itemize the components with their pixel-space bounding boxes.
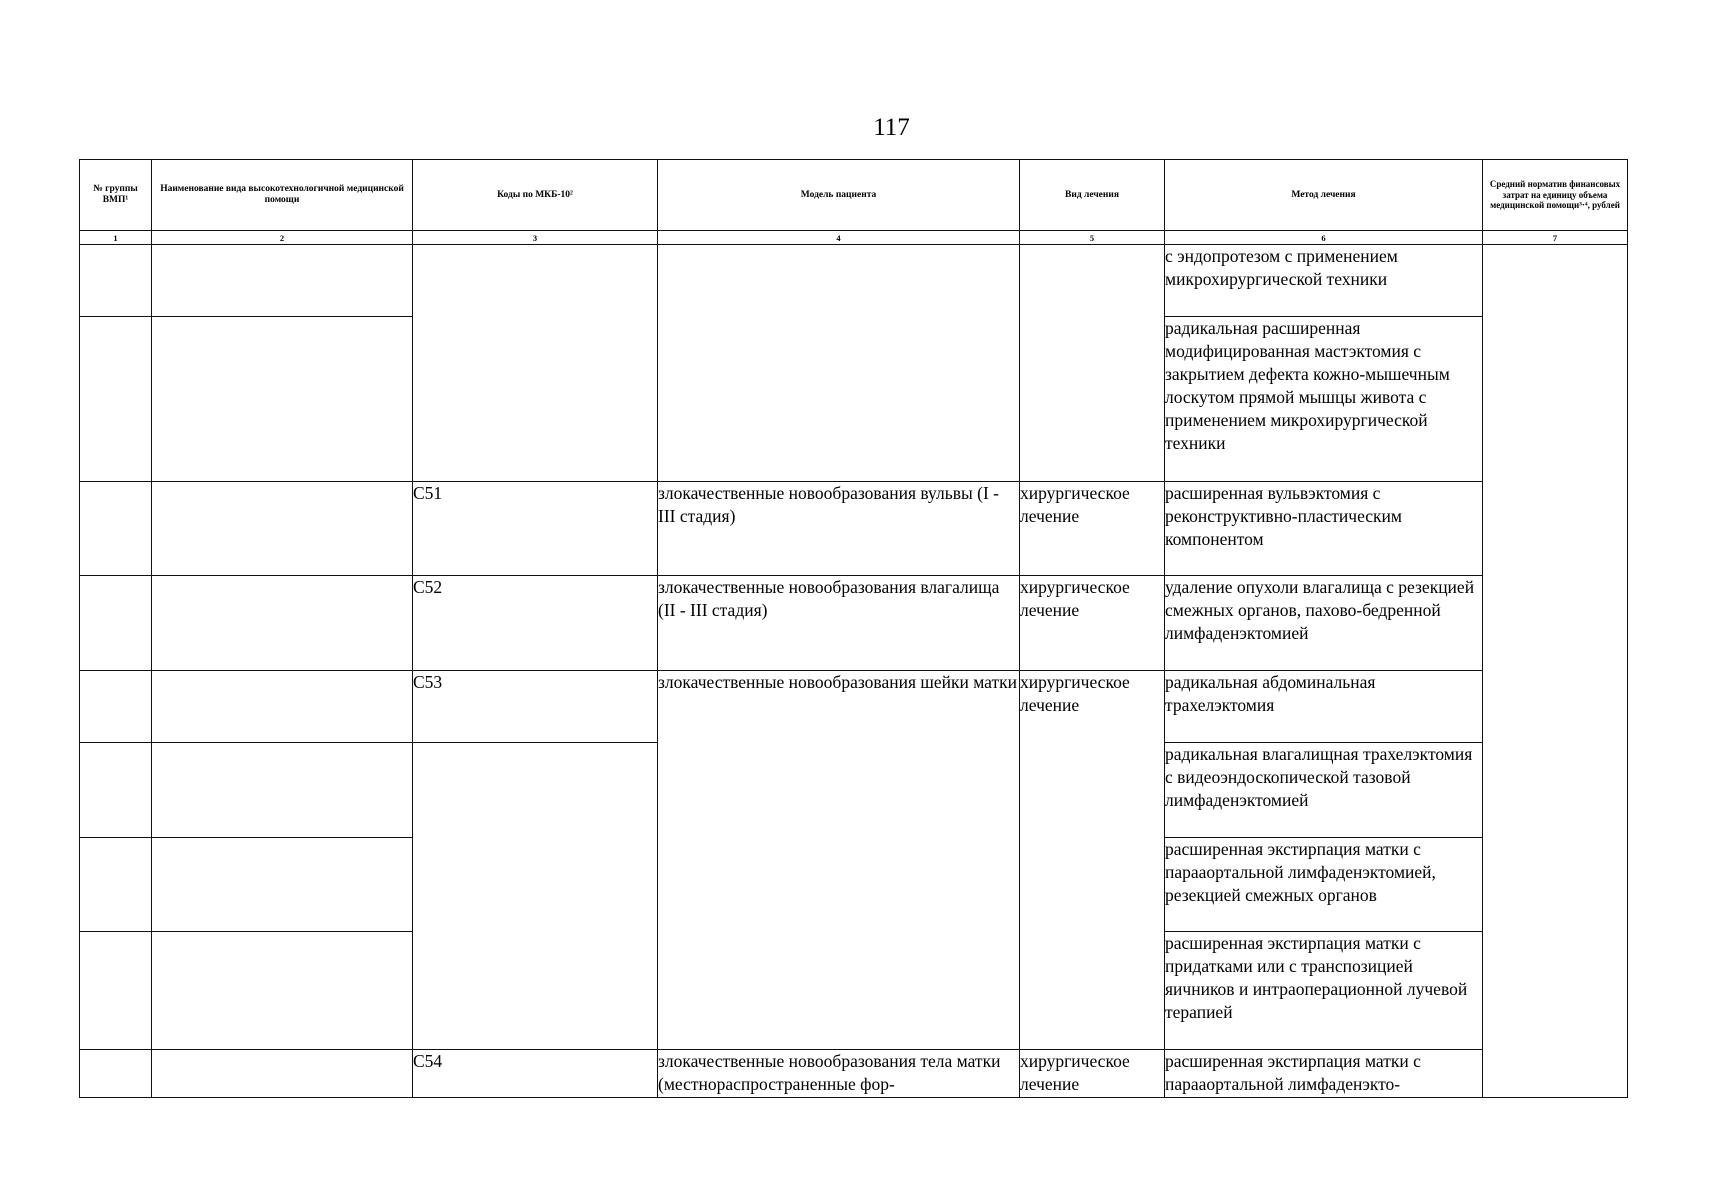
column-number: 4 [658,231,1020,245]
cost-standard-cell [1483,245,1628,1098]
column-number: 3 [413,231,658,245]
icd-code-cell [413,245,658,482]
care-type-name-cell [152,671,413,743]
column-number: 7 [1483,231,1628,245]
icd-code-cell: C52 [413,576,658,671]
column-number: 6 [1165,231,1483,245]
header-patient-model: Модель пациента [658,160,1020,231]
care-type-name-cell [152,1050,413,1098]
patient-model-cell: злокачественные новообразования влагалища (II - III стадия) [658,576,1020,671]
treatment-method-cell: с эндопротезом с применением микрохирургической техники [1165,245,1483,317]
page-number: 117 [873,114,910,141]
treatment-type-cell: хирургическое лечение [1020,671,1165,1050]
treatment-table [79,159,1628,1098]
treatment-method-cell: радикальная влагалищная трахелэктомия с видеоэндоскопической тазовой лимфаденэктомией [1165,743,1483,838]
header-treatment-type: Вид лечения [1020,160,1165,231]
treatment-method-cell: расширенная экстирпация матки с парааортальной лимфаденэктомией, резекцией смежных органов [1165,838,1483,932]
table-row [80,576,1628,671]
header-row [80,160,1628,231]
column-number: 2 [152,231,413,245]
treatment-method-cell: расширенная вульвэктомия с реконструктивно-пластическим компонентом [1165,482,1483,576]
icd-code-cell: C53 [413,671,658,743]
group-number-cell [80,317,152,482]
column-number-row [80,231,1628,245]
treatment-method-cell: радикальная абдоминальная трахелэктомия [1165,671,1483,743]
column-number: 5 [1020,231,1165,245]
care-type-name-cell [152,743,413,838]
treatment-type-cell [1020,245,1165,482]
icd-code-cell: C51 [413,482,658,576]
table-row [80,482,1628,576]
table-row [80,671,1628,743]
care-type-name-cell [152,932,413,1050]
group-number-cell [80,932,152,1050]
group-number-cell [80,1050,152,1098]
treatment-method-cell: расширенная экстирпация матки с придатками или с транспозицией яичников и интраоперационной лучевой терапией [1165,932,1483,1050]
group-number-cell [80,743,152,838]
header-group-number: № группы ВМП¹ [80,160,152,231]
treatment-method-cell: удаление опухоли влагалища с резекцией смежных органов, пахово-бедренной лимфаденэктомией [1165,576,1483,671]
treatment-method-cell: расширенная экстирпация матки с парааортальной лимфаденэкто- [1165,1050,1483,1098]
care-type-name-cell [152,576,413,671]
treatment-method-cell: радикальная расширенная модифицированная мастэктомия с закрытием дефекта кожно-мышечным лоскутом прямой мышцы живота с применением микрохирургической техники [1165,317,1483,482]
icd-code-cell: C54 [413,1050,658,1098]
treatment-type-cell: хирургическое лечение [1020,576,1165,671]
header-cost-standard: Средний норматив финансовых затрат на единицу объема медицинской помощи³·⁴, рублей [1483,160,1628,231]
table-row [80,1050,1628,1098]
treatment-type-cell: хирургическое лечение [1020,482,1165,576]
icd-code-cell [413,743,658,1050]
group-number-cell [80,838,152,932]
group-number-cell [80,671,152,743]
header-treatment-method: Метод лечения [1165,160,1483,231]
care-type-name-cell [152,245,413,317]
table-row [80,245,1628,317]
group-number-cell [80,245,152,317]
group-number-cell [80,576,152,671]
group-number-cell [80,482,152,576]
patient-model-cell: злокачественные новообразования вульвы (I - III стадия) [658,482,1020,576]
patient-model-cell: злокачественные новообразования шейки матки [658,671,1020,1050]
care-type-name-cell [152,838,413,932]
header-care-type-name: Наименование вида высокотехнологичной медицинской помощи [152,160,413,231]
header-icd-codes: Коды по МКБ-10² [413,160,658,231]
column-number: 1 [80,231,152,245]
patient-model-cell [658,245,1020,482]
care-type-name-cell [152,317,413,482]
care-type-name-cell [152,482,413,576]
patient-model-cell: злокачественные новообразования тела матки (местнораспространенные фор- [658,1050,1020,1098]
treatment-type-cell: хирургическое лечение [1020,1050,1165,1098]
